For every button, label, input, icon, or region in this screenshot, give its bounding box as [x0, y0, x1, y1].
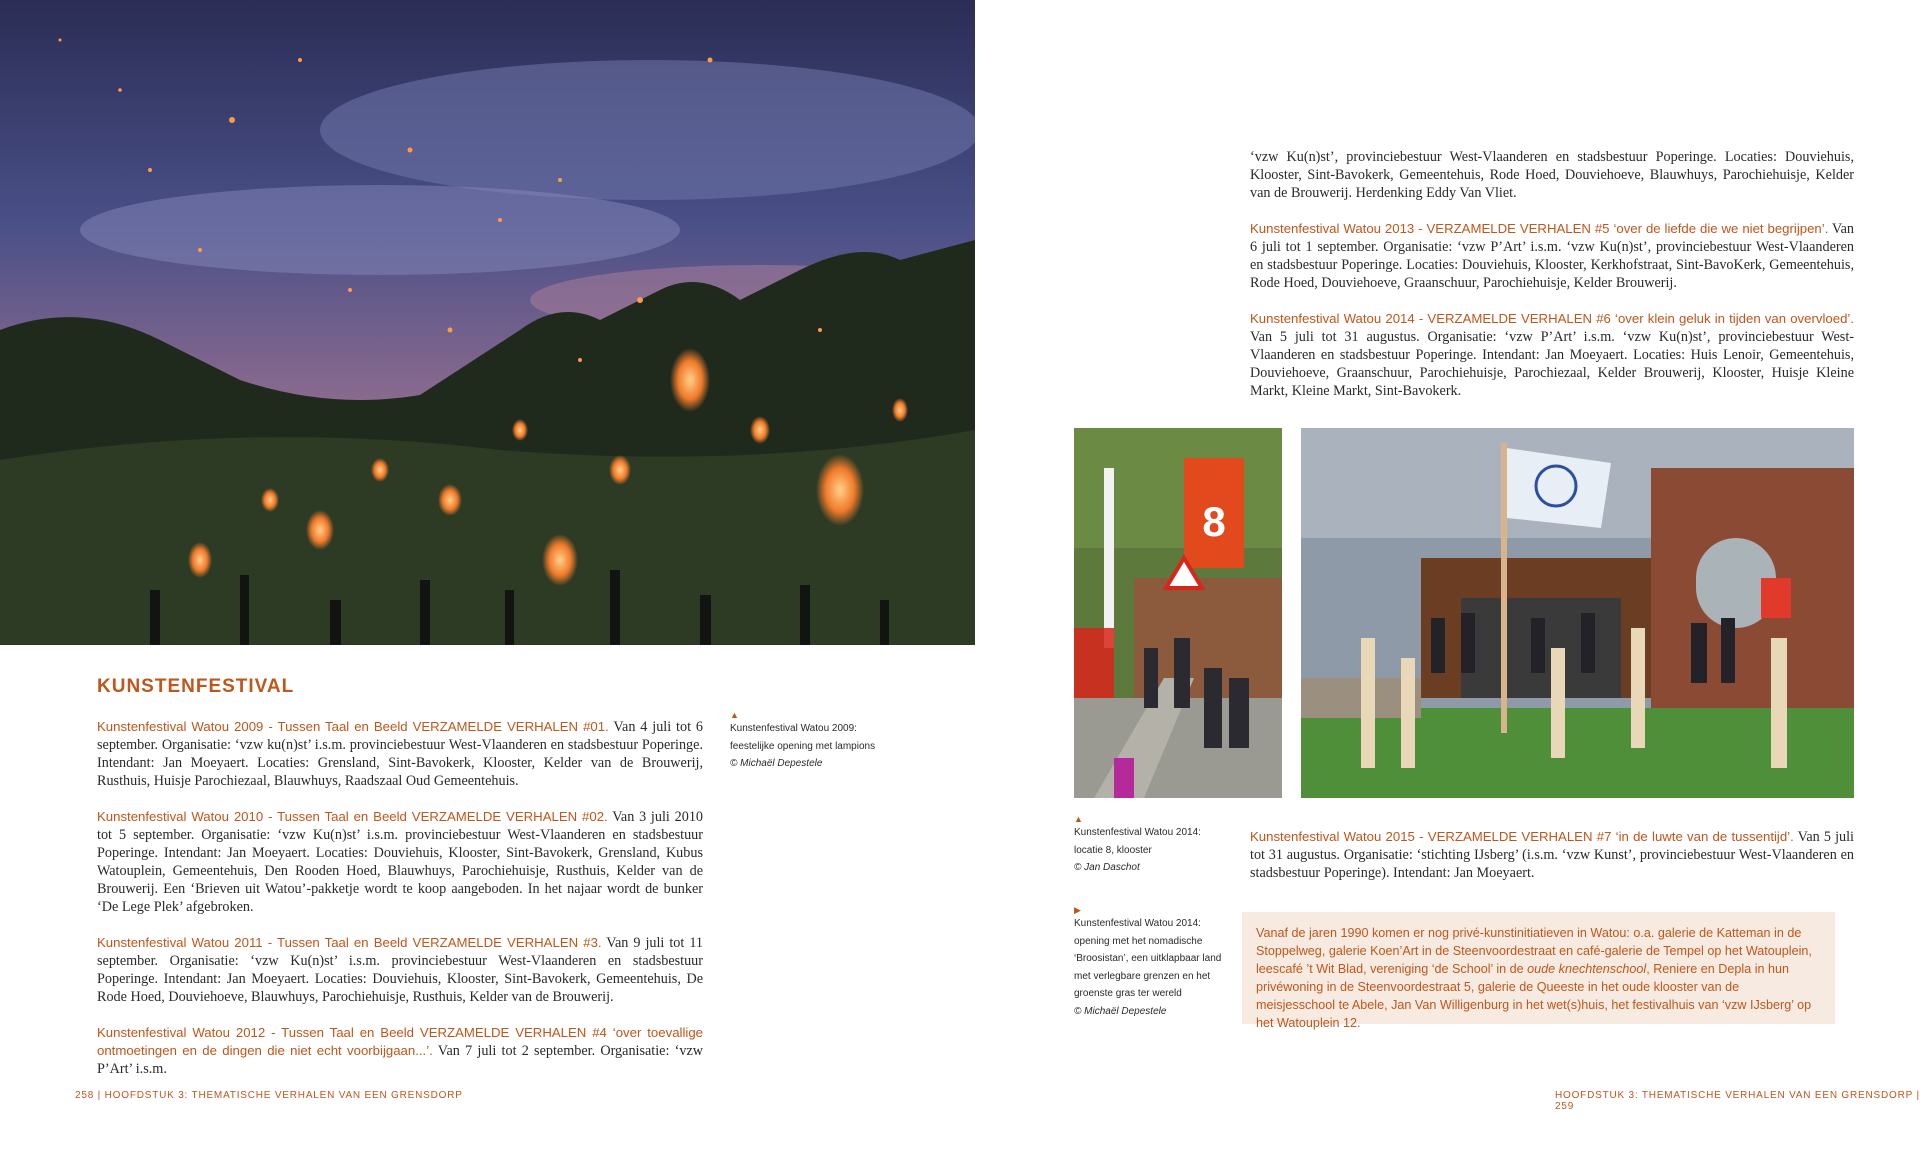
street-festival-photo — [1074, 428, 1282, 798]
left-text-column — [97, 718, 703, 1096]
opening-ceremony-photo — [1301, 428, 1854, 798]
entry-2010: Kunstenfestival Watou 2010 - Tussen Taal en Beeld VERZAMELDE VERHALEN #02. Van 3 juli 2010 tot 5 september. Organisatie: ‘vzw Ku(n)st’ i.s.m. provinciebestuur West-Vlaanderen en stadsbestuur Poperinge. Intendant: Jan Moeyaert. Locaties: Douviehuis, Klooster, Sint-Bavokerk, Grensland, Kubus Watouplein, Gemeentehuis, Den Rooden Hoed, Blauwhuys, Parochiehuisje, Rusthuis, Kelder van de Brouwerij. Een ‘Brieven uit Watou’-pakketje wordt te koop aangeboden. In het najaar wordt de bunker ‘De Lege Plek’ afgebroken. — [97, 809, 704, 915]
folio-left: 258 | HOOFDSTUK 3: THEMATISCHE VERHALEN VAN EEN GRENSDORP — [75, 1090, 463, 1101]
caption-lantern-photo: ▲ Kunstenfestival Watou 2009: feestelijke opening met lampions © Michaël Depestele — [730, 710, 890, 773]
entry-2009: Kunstenfestival Watou 2009 - Tussen Taal en Beeld VERZAMELDE VERHALEN #01. Van 4 juli tot 6 september. Organisatie: ‘vzw ku(n)st’ i.s.m. provinciebestuur West-Vlaanderen en stadsbestuur Poperinge. Intendant: Jan Moeyaert. Locaties: Grensland, Sint-Bavokerk, Klooster, Kelder van de Brouwerij, Rusthuis, Huisje Parochiezaal, Blauwhuys, Raadszaal Oud Gemeentehuis. — [97, 719, 703, 789]
entry-2014: Kunstenfestival Watou 2014 - VERZAMELDE VERHALEN #6 ‘over klein geluk in tijden van overvloed’. Van 5 juli tot 31 augustus. Organisatie: ‘vzw P’Art’ i.s.m. ‘vzw Ku(n)st’, provinciebestuur West-Vlaanderen en stadsbestuur Poperinge. Intendant: Jan Moeyaert. Locaties: Huis Lenoir, Gemeentehuis, Douviehoeve, Graanschuur, Parochiehuisje, Parochiezaal, Kelder Brouwerij, Klooster, Huisje Kleine Markt, Kleine Markt, Sint-Bavokerk. — [1250, 311, 1854, 399]
caption-street-photo: ▲ Kunstenfestival Watou 2014: locatie 8, klooster © Jan Daschot — [1074, 814, 1224, 877]
entry-2011: Kunstenfestival Watou 2011 - Tussen Taal en Beeld VERZAMELDE VERHALEN #3. Van 9 juli tot 11 september. Organisatie: ‘vzw Ku(n)st’ i.s.m. provinciebestuur West-Vlaanderen en stadsbestuur Poperinge. Intendant: Jan Moeyaert. Locaties: Douviehuis, Klooster, Sint-Bavokerk, Gemeentehuis, De Rode Hoed, Douviehoeve, Blauwhuys, Parochiehuisje, Rusthuis, Kelder van de Brouwerij. — [97, 935, 703, 1005]
caption-opening-photo: ▶ Kunstenfestival Watou 2014: opening met het nomadische ‘Broosistan’, een uitklapbaar land met verlegbare grenzen en het groenste gras ter wereld © Michaël Depestele — [1074, 905, 1234, 1020]
opening-photo — [1301, 428, 1854, 798]
entry-2013: Kunstenfestival Watou 2013 - VERZAMELDE VERHALEN #5 ‘over de liefde die we niet begrijpen’. Van 6 juli tot 1 september. Organisatie: ‘vzw P’Art’ i.s.m. ‘vzw Ku(n)st’, provinciebestuur West-Vlaanderen en stadsbestuur Poperinge. Locaties: Douviehuis, Klooster, Kerkhofstraat, Sint-BavoKerk, Gemeentehuis, Rode Hoed, Douviehoeve, Graanschuur, Parochiehuisje, Kelder Brouwerij. — [1250, 221, 1854, 291]
sign-number-text: 8 — [1202, 498, 1226, 545]
folio-right: HOOFDSTUK 3: THEMATISCHE VERHALEN VAN EEN GRENSDORP | 259 — [1555, 1090, 1920, 1112]
caret-up-icon: ▲ — [1074, 814, 1083, 824]
entry-2012-continued: ‘vzw Ku(n)st’, provinciebestuur West-Vlaanderen en stadsbestuur Poperinge. Locaties: Douviehuis, Klooster, Sint-Bavokerk, Gemeentehuis, Rode Hoed, Douviehoeve, Blauwhuys, Parochiehuisje, Kelder van de Brouwerij. Herdenking Eddy Van Vliet. — [1250, 149, 1854, 201]
caret-right-icon: ▶ — [1074, 905, 1081, 915]
entry-2015: Kunstenfestival Watou 2015 - VERZAMELDE VERHALEN #7 ‘in de luwte van de tussentijd’. Van 5 juli tot 31 augustus. Organisatie: ‘stichting IJsberg’ (i.s.m. ‘vzw Kunst’, provinciebestuur West-Vlaanderen en stadsbestuur Poperinge). Intendant: Jan Moeyaert. — [1250, 829, 1854, 881]
section-heading: KUNSTENFESTIVAL — [97, 676, 295, 697]
lantern-photo — [0, 0, 975, 645]
lantern-field-photo — [0, 0, 975, 645]
entry-2012: Kunstenfestival Watou 2012 - Tussen Taal en Beeld VERZAMELDE VERHALEN #4 ‘over toevallige ontmoetingen en de dingen die niet echt voorbijgaan...’. Van 7 juli tot 2 september. Organisatie: ‘vzw P’Art’ i.s.m. — [97, 1025, 704, 1077]
right-text-column — [1250, 148, 1854, 418]
note-box: Vanaf de jaren 1990 komen er nog privé-kunstinitiatieven in Watou: o.a. galerie de Katteman in de Stoppelweg, galerie Koen’Art in de Steenvoordestraat en café-galerie de Tempel op het Watouplein, leescafé ’t Wit Blad, vereniging ‘de School’ in de oude knechtenschool, Reniere en Depla in hun privéwoning in de Steenvoordestraat 5, galerie de Queeste in het oude klooster van de meisjesschool te Abele, Jan Van Willigenburg in het wet(s)huis, het festivalhuis van ‘vzw IJsberg’ op het Watouplein 12. — [1242, 912, 1835, 1024]
entry-2015-block — [1250, 828, 1854, 900]
caret-up-icon: ▲ — [730, 710, 739, 720]
street-photo — [1074, 428, 1282, 798]
